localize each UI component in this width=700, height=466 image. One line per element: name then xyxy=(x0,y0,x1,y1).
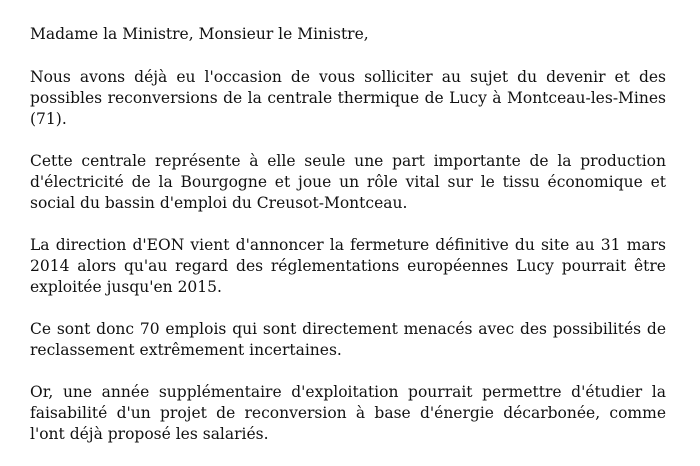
paragraph-reconversion-request: Or, une année supplémentaire d'exploitation pourrait permettre d'étudier la faisabilité d'un projet de reconversion à base d'énergie décarbonée, comme l'ont déjà proposé les salariés. xyxy=(30,383,666,443)
letter-body xyxy=(30,24,666,445)
paragraph-plant-importance: Cette centrale représente à elle seule une part importante de la production d'électricité de la Bourgogne et joue un rôle vital sur le tissu économique et social du bassin d'emploi du Creusot-Montceau. xyxy=(30,152,666,212)
paragraph-intro: Nous avons déjà eu l'occasion de vous solliciter au sujet du devenir et des possibles reconversions de la centrale thermique de Lucy à Montceau-les-Mines (71). xyxy=(30,68,666,128)
paragraph-jobs-threatened: Ce sont donc 70 emplois qui sont directement menacés avec des possibilités de reclassement extrêmement incertaines. xyxy=(30,320,666,359)
salutation: Madame la Ministre, Monsieur le Ministre, xyxy=(30,25,369,43)
paragraph-closure-announcement: La direction d'EON vient d'annoncer la fermeture définitive du site au 31 mars 2014 alors qu'au regard des réglementations européennes Lucy pourrait être exploitée jusqu'en 2015. xyxy=(30,236,666,296)
